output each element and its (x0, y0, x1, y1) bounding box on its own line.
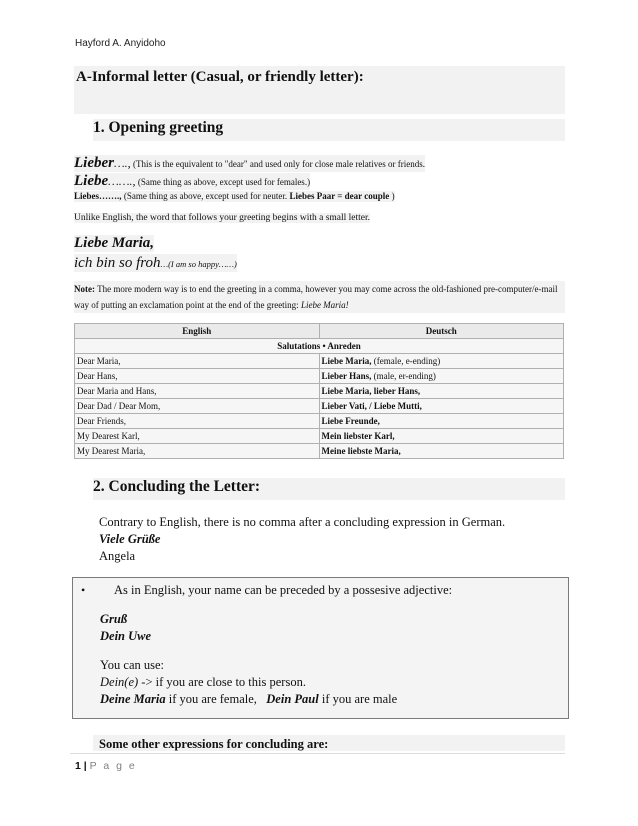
note-text: The more modern way is to end the greeting in a comma, however you may come across the old-fashioned pre-computer/e-mail way of putting an exclamation point at the end of the greeting: (74, 284, 558, 310)
gender-line (100, 691, 452, 708)
liebes-line (74, 191, 395, 202)
example-line-1: Liebe Maria, (74, 235, 154, 251)
female-text: if you are female, (165, 692, 267, 706)
lieber-line (74, 155, 425, 172)
dein-e-rest: -> if you are close to this person. (138, 675, 306, 689)
unlike-line: Unlike English, the word that follows your greeting begins with a small letter. (74, 213, 371, 223)
possessive-content (100, 582, 452, 708)
liebes-close: ) (391, 191, 395, 201)
deine-maria: Deine Maria (100, 692, 166, 706)
table-row (75, 444, 564, 459)
table-cell-english: My Dearest Karl, (75, 429, 320, 444)
dein-paul: Dein Paul (266, 692, 319, 706)
liebes-note: (Same thing as above, except used for neuter. (123, 191, 288, 201)
table-cell-deutsch: Liebe Maria, lieber Hans, (319, 384, 564, 399)
other-expressions-block (93, 735, 565, 751)
table-cell-deutsch: Mein liebster Karl, (319, 429, 564, 444)
table-header-row (75, 324, 564, 339)
deutsch-note: (male, er-ending) (371, 371, 436, 381)
table-row (75, 384, 564, 399)
section-a-title: A-Informal letter (Casual, or friendly letter): (76, 69, 364, 85)
dein-uwe-text: Dein Uwe (100, 629, 152, 643)
concluding-paragraph (99, 514, 505, 565)
table-cell-deutsch: Lieber Vati, / Liebe Mutti, (319, 399, 564, 414)
liebe-note: (Same thing as above, except used for females.) (137, 177, 311, 187)
table-cell-deutsch (319, 369, 564, 384)
table-header-deutsch: Deutsch (319, 324, 564, 339)
table-subheader-row (75, 339, 564, 354)
table-cell-deutsch: Liebe Freunde, (319, 414, 564, 429)
liebe-dots: ……., (108, 174, 136, 188)
table-row (75, 429, 564, 444)
male-text: if you are male (318, 692, 398, 706)
page-header-author: Hayford A. Anyidoho (75, 38, 166, 49)
opening-heading: 1. Opening greeting (93, 119, 224, 136)
table-row (75, 414, 564, 429)
table-cell-english: Dear Dad / Dear Mom, (75, 399, 320, 414)
table-cell-deutsch: Meine liebste Maria, (319, 444, 564, 459)
table-cell-deutsch (319, 354, 564, 369)
table-cell-english: Dear Maria and Hans, (75, 384, 320, 399)
footer-separator: | (83, 760, 87, 772)
dein-e: Dein(e) (100, 675, 139, 689)
table-header-english: English (75, 324, 320, 339)
table-row (75, 354, 564, 369)
section-a-block (74, 66, 565, 114)
deutsch-bold: Liebe Maria, (321, 356, 372, 366)
concluding-heading-block (93, 478, 565, 500)
liebe-line (74, 173, 310, 190)
liebe-word: Liebe (74, 173, 109, 189)
liebes-word: Liebes……., (74, 191, 122, 201)
concluding-heading: 2. Concluding the Letter: (93, 478, 261, 495)
example-translation: …(I am so happy……) (160, 259, 237, 269)
table-row (75, 369, 564, 384)
table-cell-english: Dear Friends, (75, 414, 320, 429)
dein-e-line (100, 674, 452, 691)
example-line-2 (74, 254, 237, 272)
lieber-dots: …., (113, 156, 131, 170)
table-cell-english: Dear Maria, (75, 354, 320, 369)
liebes-paar: Liebes Paar = dear couple (289, 191, 390, 201)
opening-heading-block (93, 119, 565, 141)
deutsch-bold: Lieber Hans, (321, 371, 372, 381)
concluding-signature: Angela (99, 549, 136, 563)
footer-divider (70, 753, 565, 754)
note-label: Note: (74, 284, 95, 294)
page-footer (75, 760, 137, 772)
concluding-example: Viele Grüße (99, 532, 161, 546)
possessive-intro: As in English, your name can be preceded by a possesive adjective: (114, 583, 453, 597)
you-can-use-text: You can use: (100, 658, 165, 672)
table-subheader: Salutations • Anreden (75, 339, 564, 354)
note-paragraph (74, 281, 565, 313)
table-row (75, 399, 564, 414)
other-expressions-text: Some other expressions for concluding are: (99, 737, 329, 751)
salutations-table (74, 323, 564, 459)
lieber-word: Lieber (74, 155, 114, 171)
deutsch-note: (female, e-ending) (371, 356, 441, 366)
table-cell-english: My Dearest Maria, (75, 444, 320, 459)
table-cell-english: Dear Hans, (75, 369, 320, 384)
gruss-text: Gruß (100, 612, 128, 626)
page-number: 1 (75, 760, 81, 772)
bullet-icon: • (81, 583, 86, 597)
note-example: Liebe Maria! (300, 300, 349, 310)
example-froh: ich bin so froh (74, 255, 161, 271)
possessive-box (72, 577, 569, 719)
page-label: P a g e (89, 760, 137, 772)
concluding-line-1: Contrary to English, there is no comma after a concluding expression in German. (99, 515, 506, 529)
lieber-note: (This is the equivalent to "dear" and used only for close male relatives or friends. (133, 159, 426, 169)
